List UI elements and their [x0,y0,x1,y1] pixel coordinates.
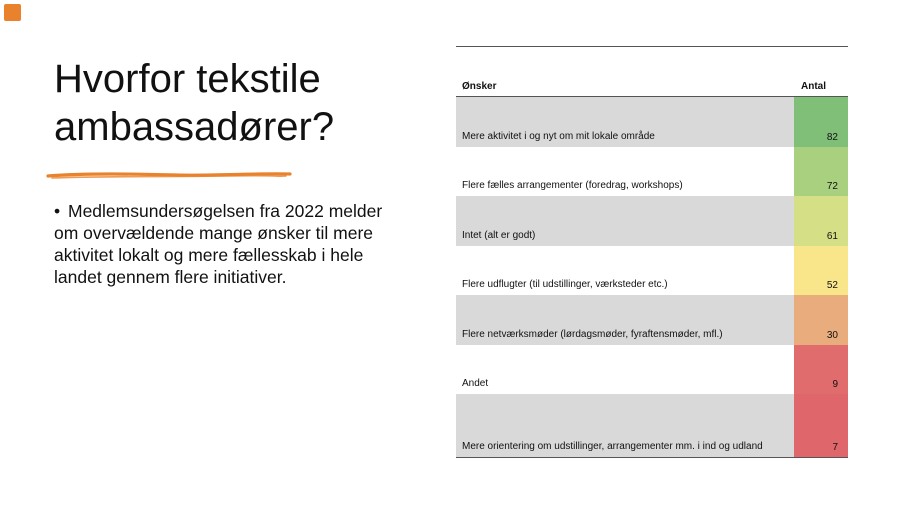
bullet-text: Medlemsundersøgelsen fra 2022 melder om overvældende mange ønsker til mere aktivitet lokalt og mere fællesskab i hele landet gennem flere initiativer. [54,201,383,287]
row-count-cell: 72 [794,147,848,197]
table-row [456,147,848,197]
table-row [456,246,848,296]
row-count-cell: 9 [794,345,848,395]
row-label: Mere orientering om udstillinger, arrangementer mm. i ind og udland [456,394,794,457]
header-count: Antal [801,81,826,92]
header-wishes: Ønsker [462,81,497,92]
row-count-cell: 61 [794,196,848,246]
row-label: Andet [456,345,794,395]
table-row [456,295,848,345]
row-count-cell: 30 [794,295,848,345]
slide-title: Hvorfor tekstile ambassadører? [54,57,335,149]
row-label: Flere netværksmøder (lørdagsmøder, fyraftensmøder, mfl.) [456,295,794,345]
row-label: Flere udflugter (til udstillinger, værksteder etc.) [456,246,794,296]
row-label: Mere aktivitet i og nyt om mit lokale område [456,97,794,147]
row-count-cell: 7 [794,394,848,457]
row-count-cell: 52 [794,246,848,296]
row-label: Intet (alt er godt) [456,196,794,246]
table-row [456,394,848,457]
table-bottom-rule [456,457,848,458]
bullet-list [54,200,404,288]
table-top-rule [456,46,848,47]
table-row [456,196,848,246]
table-header [456,79,848,97]
row-label: Flere fælles arrangementer (foredrag, workshops) [456,147,794,197]
row-count-cell: 82 [794,97,848,147]
corner-accent-square [4,4,21,21]
title-underline-stroke [46,168,292,182]
table-row [456,97,848,147]
bullet-dot: • [54,201,61,221]
table-row [456,345,848,395]
